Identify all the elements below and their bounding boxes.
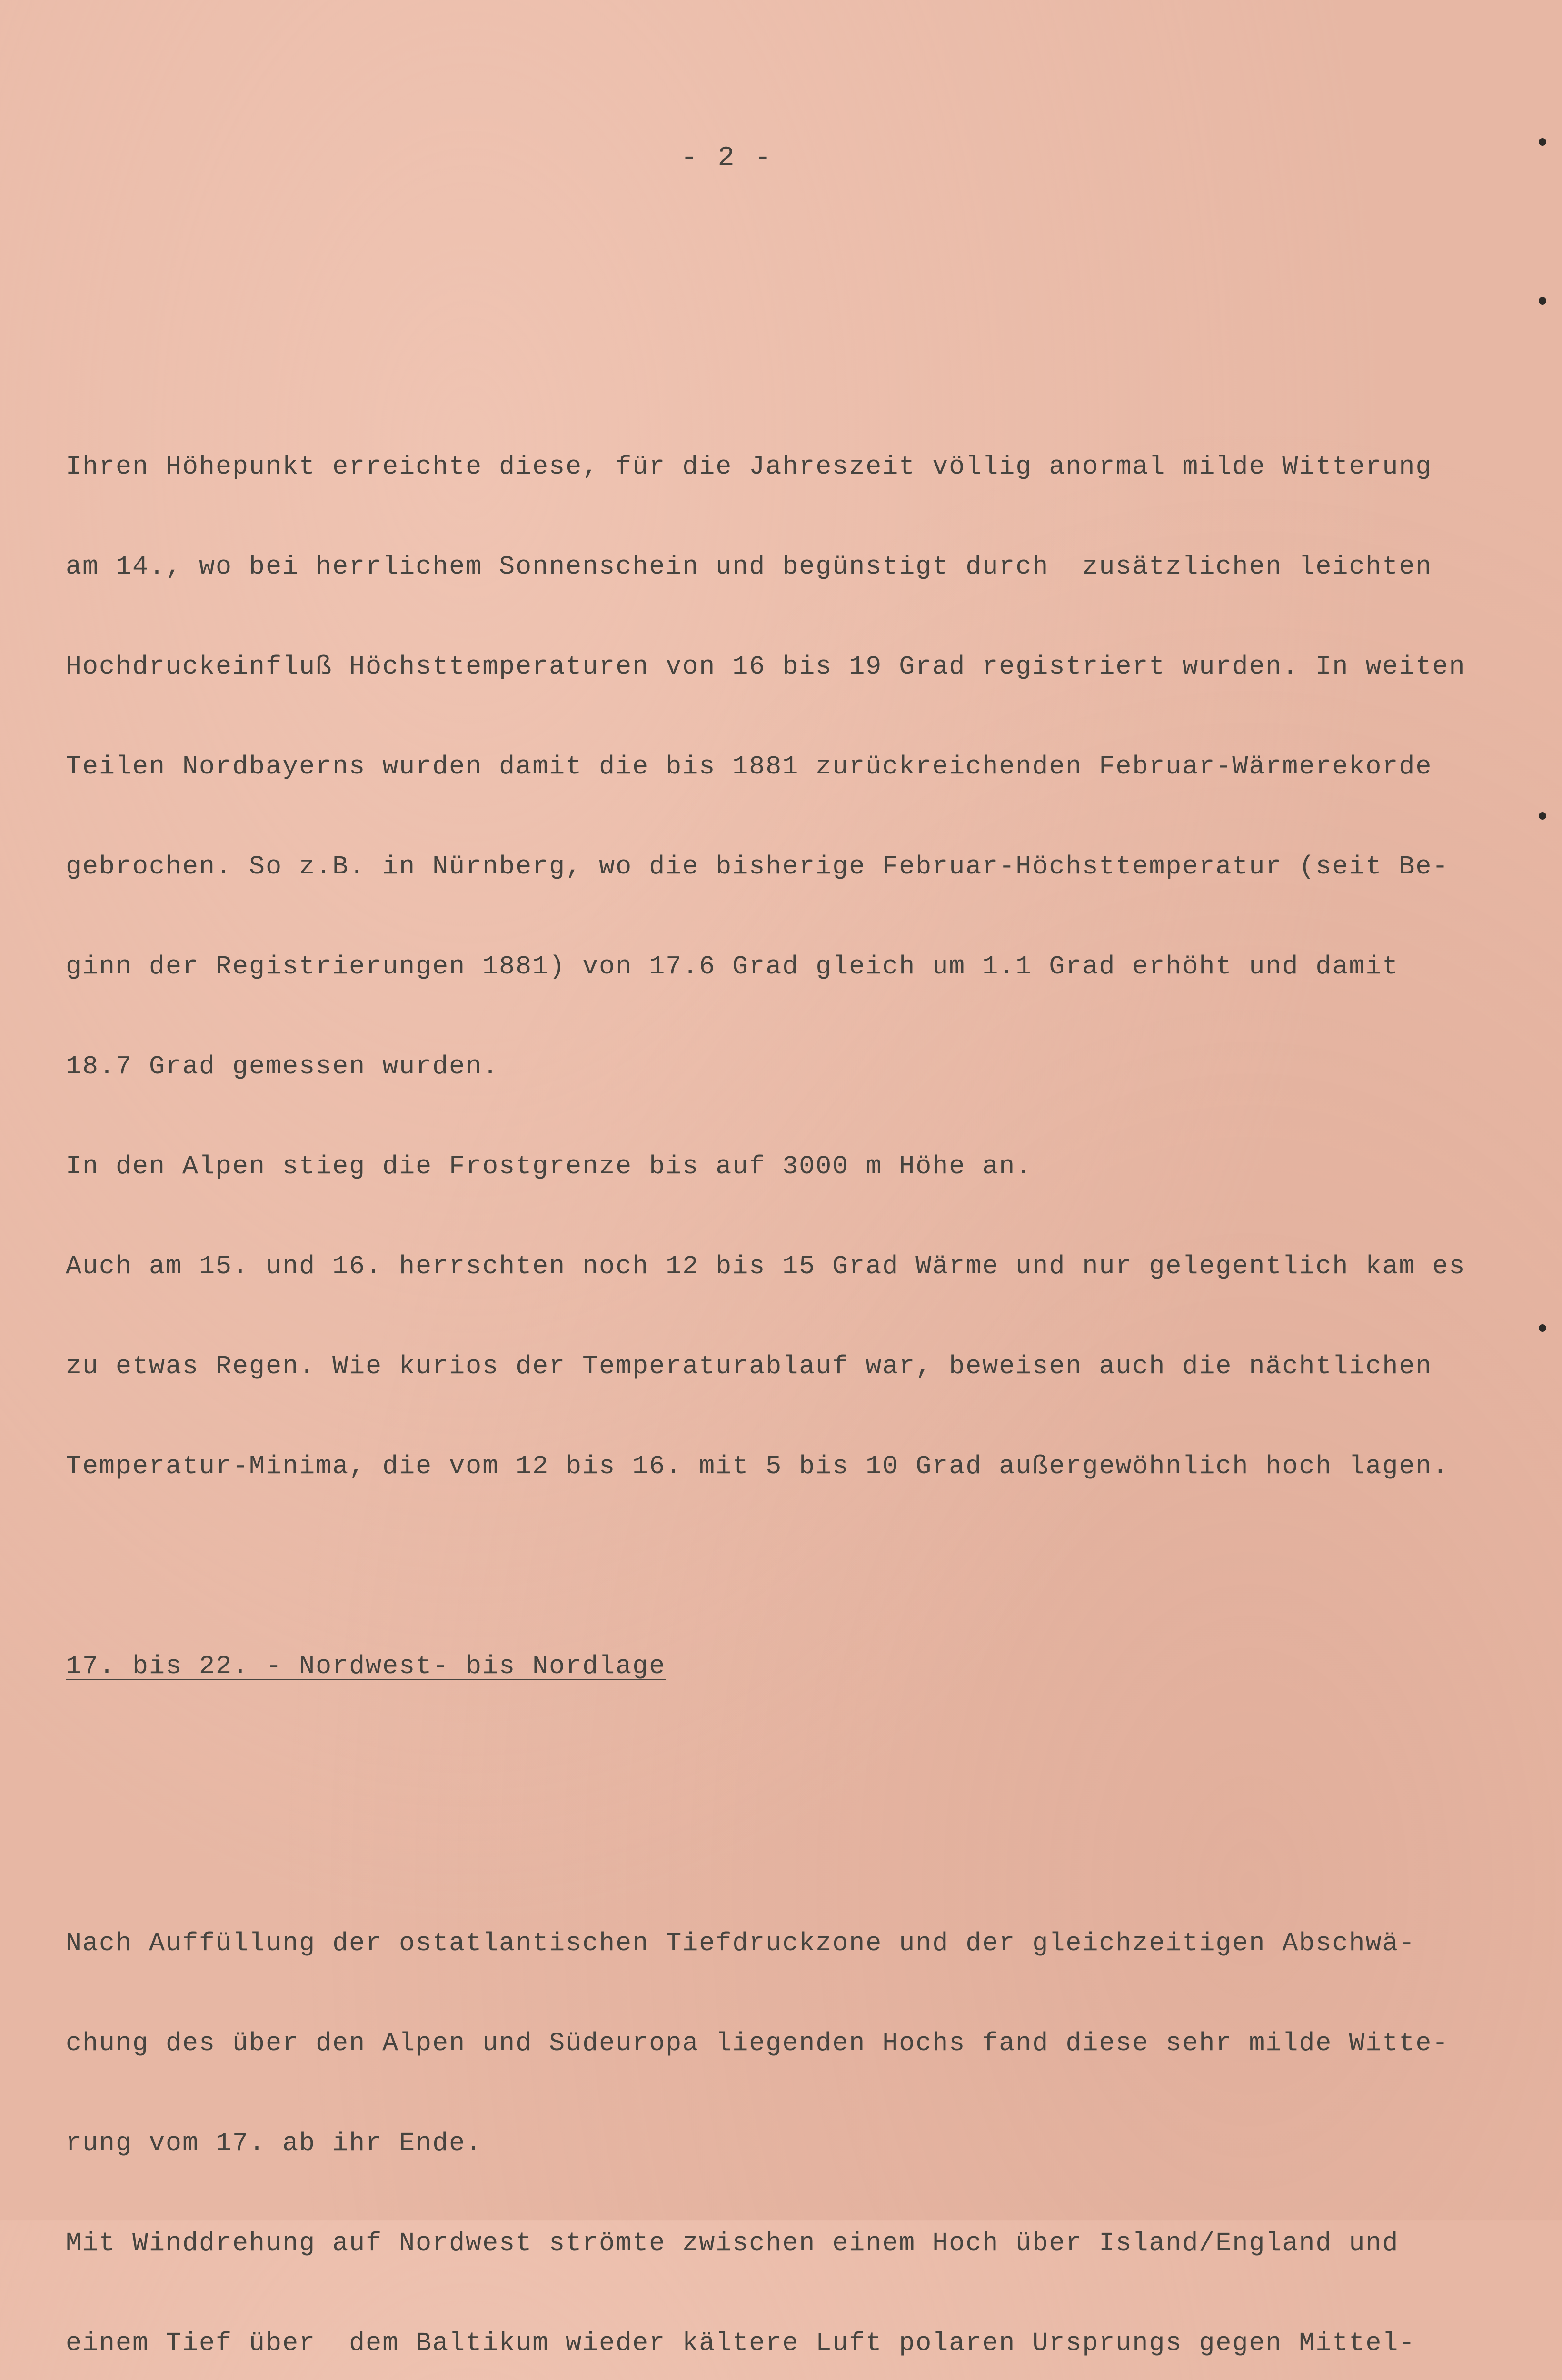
text-line: einem Tief über dem Baltikum wieder kältere Luft polaren Ursprungs gegen Mittel- [66,2328,1416,2358]
document-body [66,143,1546,2380]
text-line: zu etwas Regen. Wie kurios der Temperaturablauf war, beweisen auch die nächtlichen [66,1351,1433,1381]
section-heading-17-22: 17. bis 22. - Nordwest- bis Nordlage [66,1651,666,1681]
text-line: Nach Auffüllung der ostatlantischen Tiefdruckzone und der gleichzeitigen Abschwä- [66,1928,1416,1958]
text-line: Temperatur-Minima, die vom 12 bis 16. mit 5 bis 10 Grad außergewöhnlich hoch lagen. [66,1451,1449,1481]
paragraph-17th [66,1860,1546,2380]
text-line: Teilen Nordbayerns wurden damit die bis 1881 zurückreichenden Februar-Wärmerekorde [66,752,1433,782]
text-line: Hochdruckeinfluß Höchsttemperaturen von 16 bis 19 Grad registriert wurden. In weiten [66,652,1466,682]
punch-mark [1539,1324,1546,1332]
text-line: Auch am 15. und 16. herrschten noch 12 bis 15 Grad Wärme und nur gelegentlich kam es [66,1251,1466,1281]
text-line: am 14., wo bei herrlichem Sonnenschein und begünstigt durch zusätzlichen leichten [66,552,1433,582]
punch-mark [1539,297,1546,305]
text-line: In den Alpen stieg die Frostgrenze bis auf 3000 m Höhe an. [66,1151,1033,1181]
text-line: ginn der Registrierungen 1881) von 17.6 Grad gleich um 1.1 Grad erhöht und damit [66,952,1399,982]
paragraph-14th [66,384,1546,1550]
punch-mark [1539,812,1546,820]
text-line: Ihren Höhepunkt erreichte diese, für die Jahreszeit völlig anormal milde Witterung [66,452,1433,482]
text-line: rung vom 17. ab ihr Ende. [66,2128,483,2158]
text-line: Mit Winddrehung auf Nordwest strömte zwischen einem Hoch über Island/England und [66,2228,1399,2258]
punch-mark [1539,138,1546,146]
page-number: - 2 - [681,143,774,174]
text-line: chung des über den Alpen und Südeuropa liegenden Hochs fand diese sehr milde Witte- [66,2028,1449,2058]
text-line: 18.7 Grad gemessen wurden. [66,1051,499,1081]
text-line: gebrochen. So z.B. in Nürnberg, wo die bisherige Februar-Höchsttemperatur (seit Be- [66,852,1449,882]
